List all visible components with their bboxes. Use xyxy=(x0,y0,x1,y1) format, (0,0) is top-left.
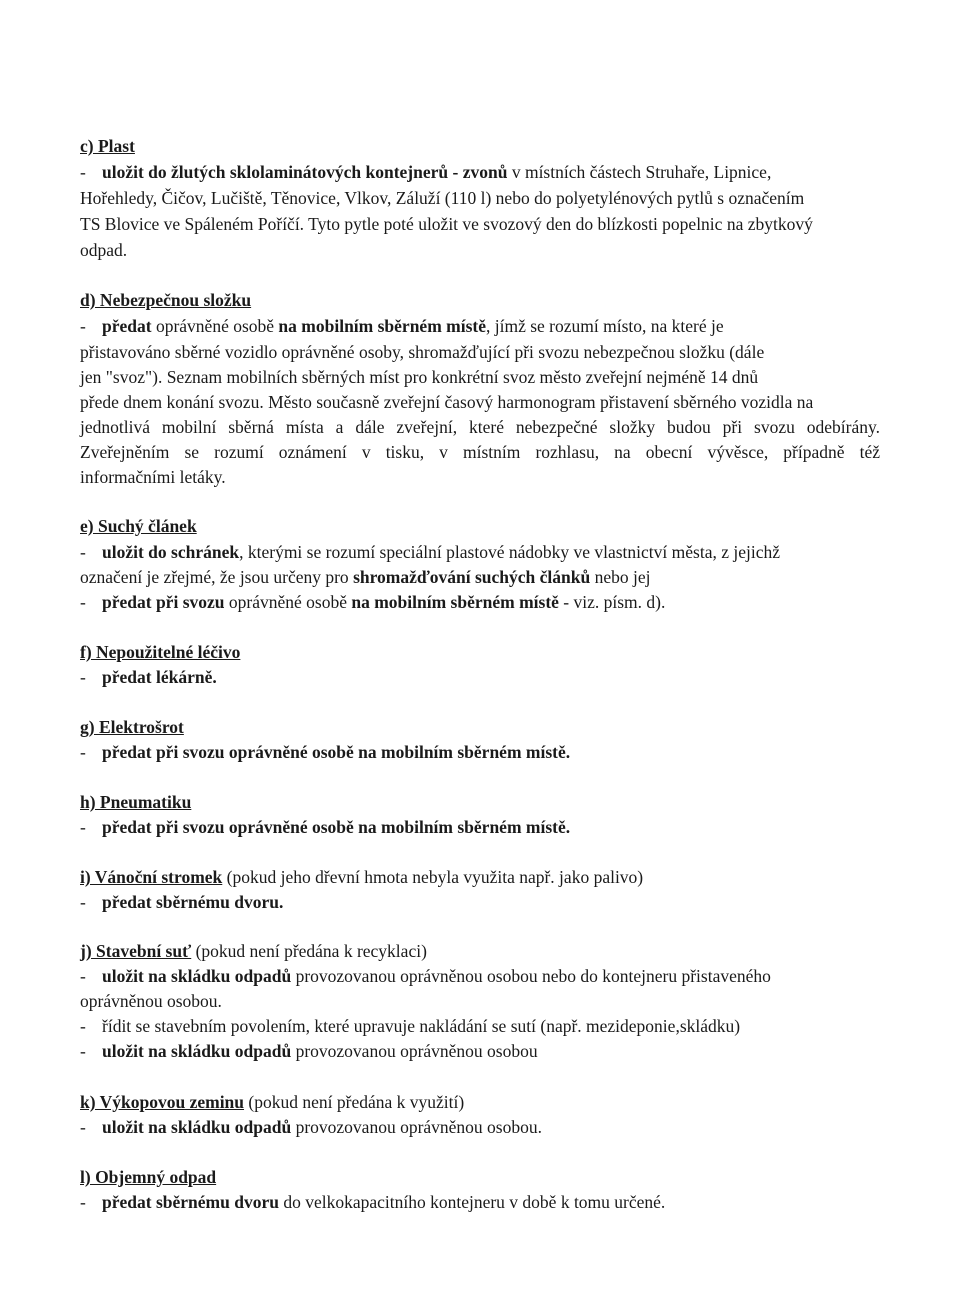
section-d-line-6: Zveřejněním se rozumí oznámení v tisku, v místním rozhlasu, na obecní vývěsce, případně též xyxy=(80,442,880,462)
section-l-line-1: - předat sběrnému dvoru do velkokapacitního kontejneru v době k tomu určené. xyxy=(80,1192,666,1212)
section-d-line-4: přede dnem konání svozu. Město současně zveřejní časový harmonogram přistavení sběrného vozidla na xyxy=(80,392,814,412)
section-d-heading: d) Nebezpečnou složku xyxy=(80,290,252,310)
section-e-line-3: - předat při svozu oprávněné osobě na mobilním sběrném místě - viz. písm. d). xyxy=(80,592,666,612)
section-e-line-1: - uložit do schránek, kterými se rozumí speciální plastové nádobky ve vlastnictví města, z jejichž xyxy=(80,542,780,562)
section-f-line-1: - předat lékárně. xyxy=(80,667,217,687)
section-j-line-1: - uložit na skládku odpadů provozovanou oprávněnou osobou nebo do kontejneru přistaveného xyxy=(80,966,771,986)
section-d-line-5: jednotlivá mobilní sběrná místa a dále zveřejní, které nebezpečné složky budou při svozu odebírány. xyxy=(80,417,880,437)
section-l-heading: l) Objemný odpad xyxy=(80,1167,217,1187)
section-j-heading: j) Stavební suť (pokud není předána k recyklaci) xyxy=(80,941,427,961)
section-j-line-2: oprávněnou osobou. xyxy=(80,991,222,1011)
section-h-heading: h) Pneumatiku xyxy=(80,792,192,812)
section-c-heading: c) Plast xyxy=(80,136,135,156)
section-i-heading: i) Vánoční stromek (pokud jeho dřevní hmota nebyla využita např. jako palivo) xyxy=(80,867,644,887)
section-e-line-2: označení je zřejmé, že jsou určeny pro shromažďování suchých článků nebo jej xyxy=(80,567,651,587)
section-c-line-1: - uložit do žlutých sklolaminátových kontejnerů - zvonů v místních částech Struhaře, Lipnice, xyxy=(80,162,772,182)
section-f-heading: f) Nepoužitelné léčivo xyxy=(80,642,241,662)
section-e-heading: e) Suchý článek xyxy=(80,516,197,536)
section-d-line-1: - předat oprávněné osobě na mobilním sběrném místě, jímž se rozumí místo, na které je xyxy=(80,316,724,336)
section-g-line-1: - předat při svozu oprávněné osobě na mobilním sběrném místě. xyxy=(80,742,571,762)
section-d-line-2: přistavováno sběrné vozidlo oprávněné osoby, shromažďující při svozu nebezpečnou složku (dále xyxy=(80,342,765,362)
section-k-line-1: - uložit na skládku odpadů provozovanou oprávněnou osobou. xyxy=(80,1117,542,1137)
section-c-line-2: Hořehledy, Čičov, Lučiště, Těnovice, Vlkov, Záluží (110 l) nebo do polyetylénových pytlů s označením xyxy=(80,188,805,208)
section-i-line-1: - předat sběrnému dvoru. xyxy=(80,892,284,912)
section-j-line-4: - uložit na skládku odpadů provozovanou oprávněnou osobou xyxy=(80,1041,538,1061)
section-h-line-1: - předat při svozu oprávněné osobě na mobilním sběrném místě. xyxy=(80,817,571,837)
section-k-heading: k) Výkopovou zeminu (pokud není předána k využití) xyxy=(80,1092,465,1112)
section-j-line-3: - řídit se stavebním povolením, které upravuje nakládání se sutí (např. mezideponie,skládku) xyxy=(80,1016,741,1036)
section-c-line-4: odpad. xyxy=(80,240,128,260)
section-g-heading: g) Elektrošrot xyxy=(80,717,184,737)
section-d-line-3: jen "svoz"). Seznam mobilních sběrných míst pro konkrétní svoz město zveřejní nejméně 14 dnů xyxy=(80,367,759,387)
section-c-line-3: TS Blovice ve Spáleném Poříčí. Tyto pytle poté uložit ve svozový den do blízkosti popelnic na zbytkový xyxy=(80,214,813,234)
section-d-line-7: informačními letáky. xyxy=(80,467,226,487)
